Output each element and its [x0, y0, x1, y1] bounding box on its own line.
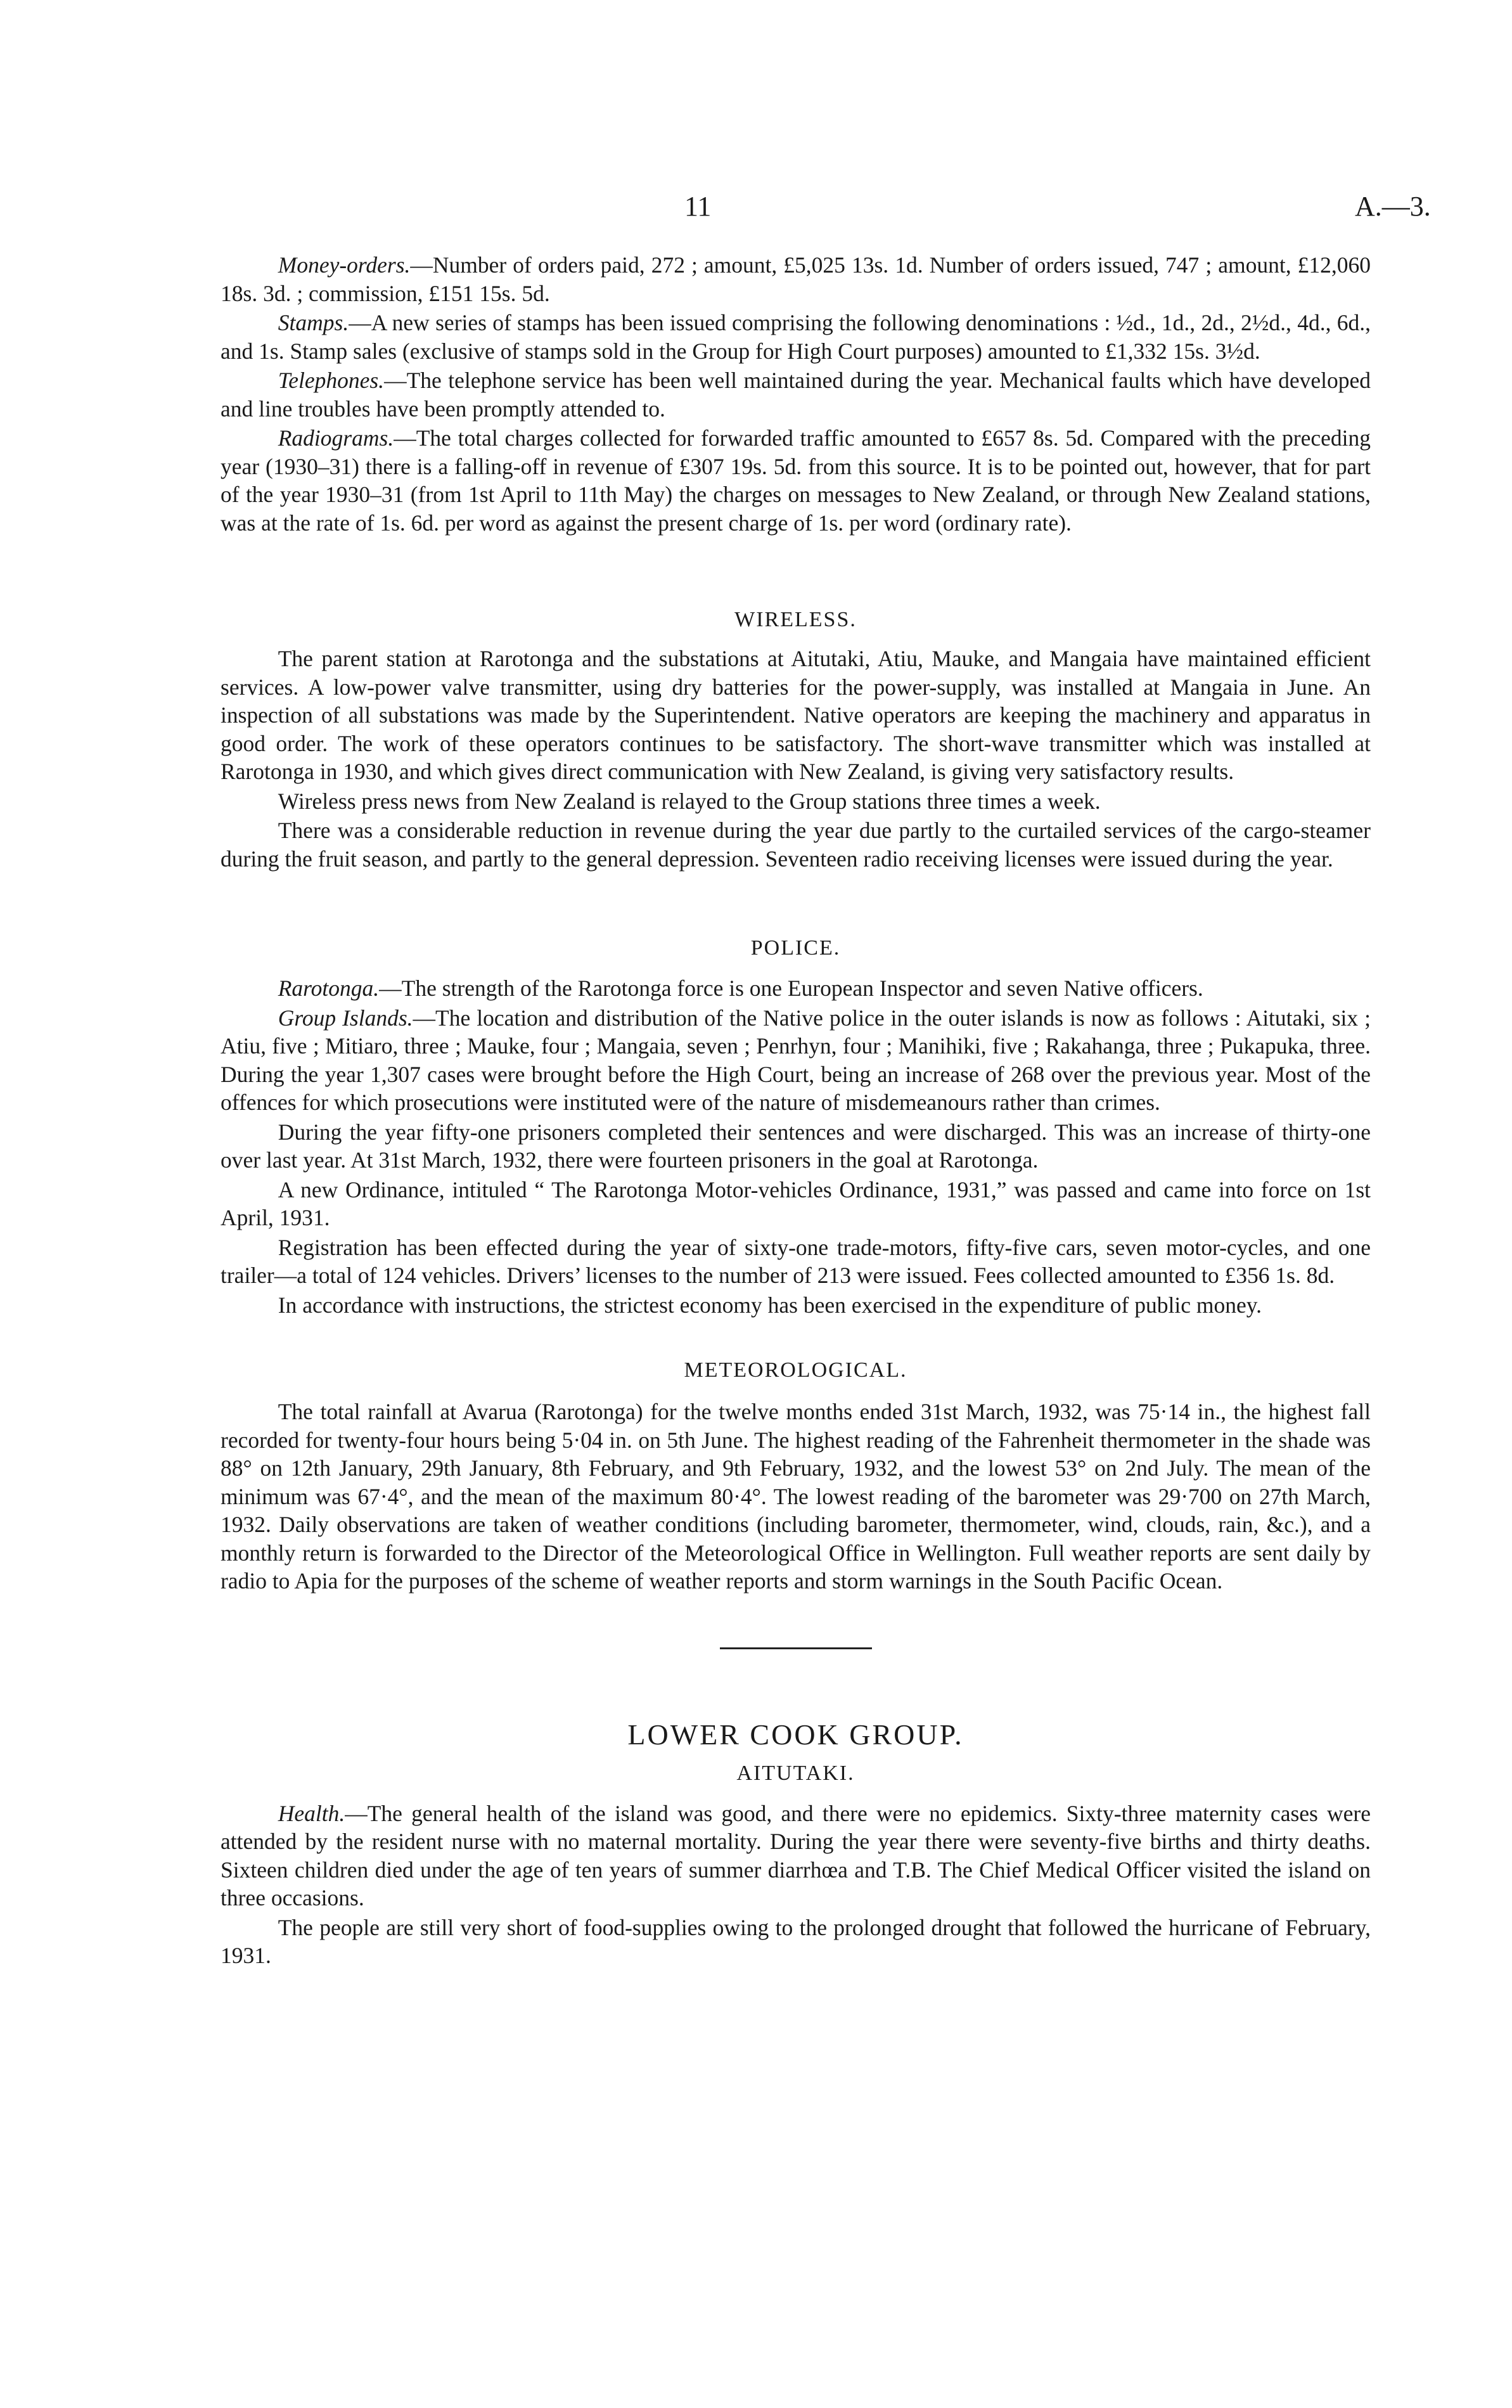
- telephones-text: —The telephone service has been well maintained during the year. Mechanical faults which have developed and line troubles have been promptly attended to.: [221, 368, 1371, 422]
- group-islands-paragraph: [221, 1004, 1371, 1117]
- police-paragraph: In accordance with instructions, the strictest economy has been exercised in the expenditure of public money.: [278, 1292, 1262, 1318]
- wireless-paragraph: The parent station at Rarotonga and the substations at Aitutaki, Atiu, Mauke, and Mangaia have maintained efficient services. A low-power valve transmitter, using dry batteries for the power-supply, was installed at Mangaia in June. An inspection of all substations was made by the Superintendent. Native operators are keeping the machinery and apparatus in good order. The work of these operators continues to be satisfactory. The short-wave transmitter which was installed at Rarotonga in 1930, and which gives direct communication with New Zealand, is giving very satisfactory results.: [221, 646, 1371, 784]
- wireless-paragraph: Wireless press news from New Zealand is relayed to the Group stations three times a week.: [278, 788, 1101, 814]
- health-paragraph: [221, 1800, 1371, 1912]
- police-heading: POLICE.: [750, 936, 841, 960]
- lower-cook-group-heading: LOWER COOK GROUP.: [627, 1718, 964, 1751]
- document-reference: A.—3.: [1355, 191, 1431, 222]
- stamps-paragraph: [221, 309, 1371, 365]
- rarotonga-police-paragraph: [221, 974, 1371, 1003]
- radiograms-text: —The total charges collected for forwarded traffic amounted to £657 8s. 5d. Compared with the preceding year (1930–31) there is a falling-off in revenue of £307 19s. 5d. from this source. It is to be pointed out, however, that for part of the year 1930–31 (from 1st April to 11th May) the charges on messages to New Zealand, or through New Zealand stations, was at the rate of 1s. 6d. per word as against the present charge of 1s. per word (ordinary rate).: [221, 425, 1371, 536]
- radiograms-paragraph: [221, 424, 1371, 537]
- page-number: 11: [684, 191, 712, 222]
- group-islands-lead: Group Islands.: [278, 1005, 413, 1031]
- meteorological-paragraph: The total rainfall at Avarua (Rarotonga) for the twelve months ended 31st March, 1932, was 75·14 in., the highest fall recorded for twenty-four hours being 5·04 in. on 5th June. The highest reading of the Fahrenheit thermometer in the shade was 88° on 12th January, 29th January, 8th February, and 9th February, 1932, and the lowest 53° on 2nd July. The mean of the minimum was 67·4°, and the mean of the maximum 80·4°. The lowest reading of the barometer was 29·700 on 27th March, 1932. Daily observations are taken of weather conditions (including barometer, thermometer, wind, clouds, rain, &c.), and a monthly return is forwarded to the Director of the Meteorological Office in Wellington. Full weather reports are sent daily by radio to Apia for the purposes of the scheme of weather reports and storm warnings in the South Pacific Ocean.: [221, 1399, 1371, 1594]
- stamps-lead: Stamps.: [278, 310, 349, 335]
- meteorological-heading: METEOROLOGICAL.: [684, 1358, 907, 1382]
- section-divider: [720, 1647, 872, 1649]
- wireless-paragraph: There was a considerable reduction in revenue during the year due partly to the curtailed services of the cargo-steamer during the fruit season, and partly to the general depression. Seventeen radio receiving licenses were issued during the year.: [221, 818, 1371, 872]
- food-supplies-paragraph: The people are still very short of food-supplies owing to the prolonged drought that followed the hurricane of February, 1931.: [221, 1914, 1371, 1968]
- police-paragraph: A new Ordinance, intituled “ The Rarotonga Motor-vehicles Ordinance, 1931,” was passed and came into force on 1st April, 1931.: [221, 1176, 1371, 1230]
- health-lead: Health.: [278, 1800, 345, 1826]
- radiograms-lead: Radiograms.: [278, 425, 394, 451]
- telephones-paragraph: [221, 366, 1371, 423]
- money-orders-lead: Money-orders.: [278, 252, 411, 278]
- rarotonga-lead: Rarotonga.: [278, 975, 380, 1001]
- aitutaki-subheading: AITUTAKI.: [736, 1761, 855, 1785]
- police-paragraph: During the year fifty-one prisoners completed their sentences and were discharged. This was an increase of thirty-one over last year. At 31st March, 1932, there were fourteen prisoners in the goal at Rarotonga.: [221, 1119, 1371, 1173]
- money-orders-paragraph: [221, 251, 1371, 307]
- stamps-text: —A new series of stamps has been issued comprising the following denominations : ½d., 1d., 2d., 2½d., 4d., 6d., and 1s. Stamp sales (exclusive of stamps sold in the Group for High Court purposes) amounted to £1,332 15s. 3½d.: [221, 310, 1371, 364]
- telephones-lead: Telephones.: [278, 368, 385, 393]
- group-islands-text: —The location and distribution of the Native police in the outer islands is now as follows : Aitutaki, six ; Atiu, five ; Mitiaro, three ; Mauke, four ; Mangaia, seven ; Penrhyn, four ; Manihiki, five ; Rakahanga, three ; Pukapuka, three. During the year 1,307 cases were brought before the High Court, being an increase of 268 over the previous year. Most of the offences for which prosecutions were instituted were of the nature of misdemeanours rather than crimes.: [221, 1005, 1371, 1115]
- text-column: [221, 251, 1371, 1971]
- health-text: —The general health of the island was good, and there were no epidemics. Sixty-three maternity cases were attended by the resident nurse with no maternal mortality. During the year there were seventy-five births and thirty deaths. Sixteen children died under the age of ten years of summer diarrhœa and T.B. The Chief Medical Officer visited the island on three occasions.: [221, 1800, 1371, 1910]
- wireless-heading: WIRELESS.: [734, 608, 857, 631]
- police-paragraph: Registration has been effected during the year of sixty-one trade-motors, fifty-five cars, seven motor-cycles, and one trailer—a total of 124 vehicles. Drivers’ licenses to the number of 213 were issued. Fees collected amounted to £356 1s. 8d.: [221, 1234, 1371, 1288]
- money-orders-text: —Number of orders paid, 272 ; amount, £5,025 13s. 1d. Number of orders issued, 747 ; amount, £12,060 18s. 3d. ; commission, £151 15s. 5d.: [221, 252, 1371, 306]
- rarotonga-text: —The strength of the Rarotonga force is one European Inspector and seven Native officers.: [379, 975, 1203, 1001]
